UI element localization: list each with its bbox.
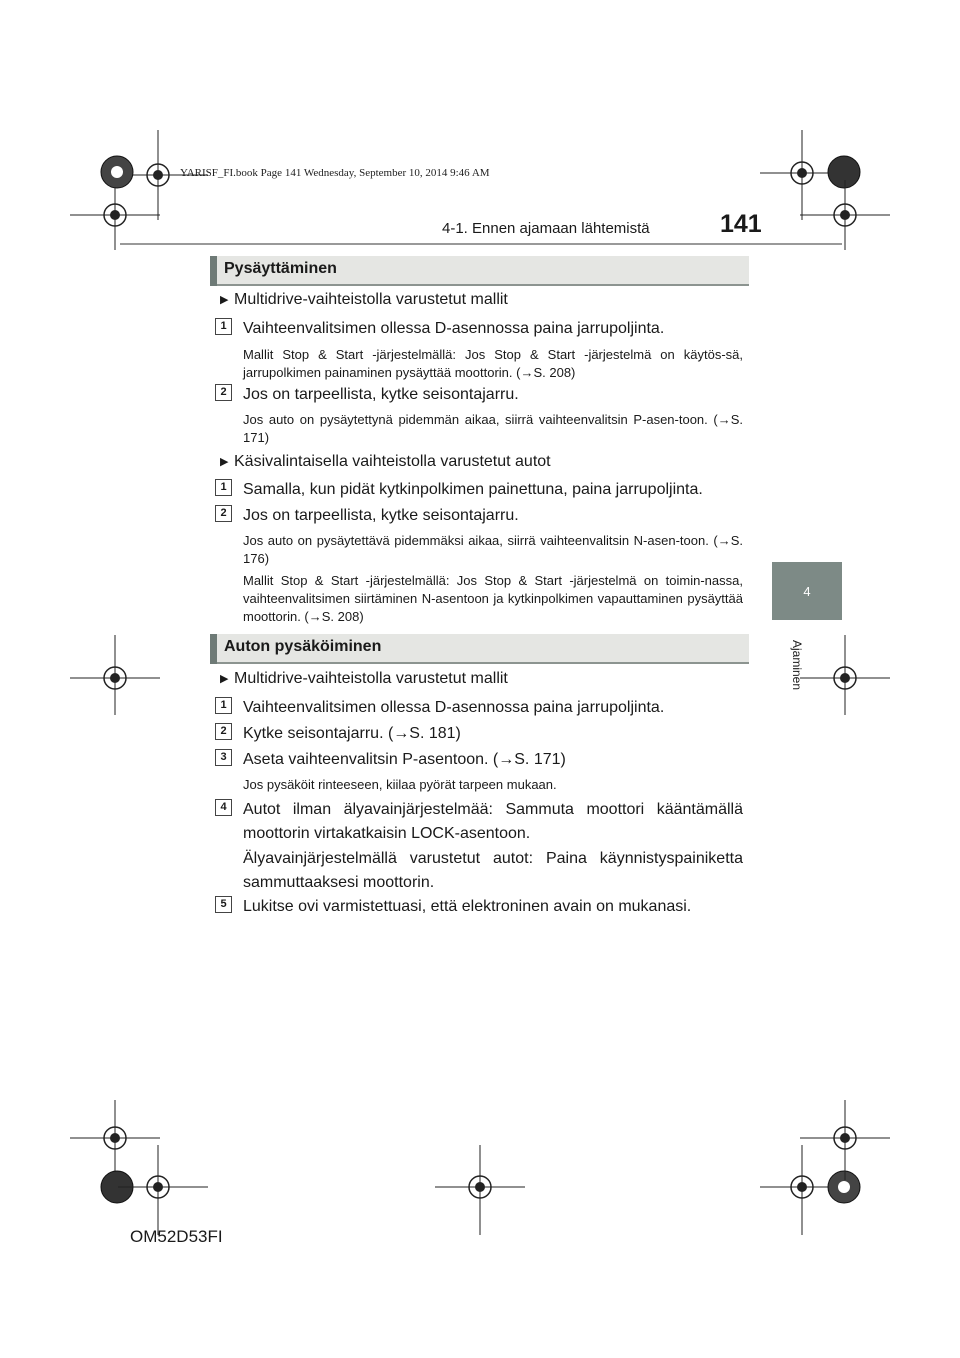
step-text: Samalla, kun pidät kytkinpolkimen painettuna, paina jarrupoljinta.: [243, 481, 703, 498]
registration-mark-mid-left: [70, 635, 160, 715]
step-text: Vaihteenvalitsimen ollessa D-asennossa paina jarrupoljinta.: [243, 699, 665, 716]
step-number: 3: [215, 749, 232, 766]
registration-mark-mid-right: [800, 635, 890, 715]
section-header-stopping: [210, 256, 749, 286]
step-number: 1: [215, 697, 232, 714]
chapter-number: 4: [803, 583, 811, 599]
chapter-label: Ajaminen: [790, 640, 804, 691]
step-number: 2: [215, 723, 232, 740]
step-note: Jos pysäköit rinteeseen, kiilaa pyörät tarpeen mukaan.: [243, 777, 557, 792]
step-text: Kytke seisontajarru. (→S. 181): [243, 725, 461, 742]
subheading: ▶ Multidrive-vaihteistolla varustetut mallit: [220, 670, 508, 687]
registration-mark-bottom-center: [435, 1145, 525, 1235]
step-text: Vaihteenvalitsimen ollessa D-asennossa paina jarrupoljinta.: [243, 320, 665, 337]
step-text: Jos on tarpeellista, kytke seisontajarru.: [243, 507, 519, 524]
book-stamp: YARISF_FI.book Page 141 Wednesday, September 10, 2014 9:46 AM: [180, 167, 490, 179]
step-number: 4: [215, 799, 232, 816]
sunburst-mark-top-left: [100, 155, 134, 189]
page-number: 141: [720, 210, 762, 238]
registration-mark-top-far-right: [800, 180, 890, 250]
triangle-bullet-icon: ▶: [220, 294, 229, 306]
chapter-tab: [772, 562, 842, 620]
step-note: Mallit Stop & Start -järjestelmällä: Jos Stop & Start -järjestelmä on käytös-sä, jarrupolkimen painaminen pysäyttää moottorin. (→S. 208): [243, 347, 743, 380]
triangle-bullet-icon: ▶: [220, 456, 229, 468]
step-text: Aseta vaihteenvalitsin P-asentoon. (→S. 171): [243, 751, 566, 768]
subheading: ▶ Käsivalintaisella vaihteistolla varustetut autot: [220, 453, 551, 470]
step-note: Jos auto on pysäytettynä pidemmän aikaa, siirrä vaihteenvalitsin P-asen-toon. (→S. 171): [243, 412, 743, 445]
registration-mark-bottom-left-inner: [118, 1145, 208, 1235]
step-note: Mallit Stop & Start -järjestelmällä: Jos Stop & Start -järjestelmä on toimin-nassa, vaihteenvalitsimen siirtäminen N-asentoon ja kytkinpolkimen vapauttaminen pysäyttää moottorin. (→S. 208): [243, 573, 743, 624]
step-number: 2: [215, 384, 232, 401]
header-rule: [120, 243, 842, 245]
triangle-bullet-icon: ▶: [220, 673, 229, 685]
step-extra-text: Älyavainjärjestelmällä varustetut autot: Paina käynnistyspainiketta sammuttaaksesi moottorin.: [243, 850, 743, 891]
step-number: 5: [215, 896, 232, 913]
subheading: ▶ Multidrive-vaihteistolla varustetut mallit: [220, 291, 508, 308]
footer-code: OM52D53FI: [130, 1227, 223, 1246]
step-number: 2: [215, 505, 232, 522]
section-title: 4-1. Ennen ajamaan lähtemistä: [442, 220, 650, 237]
section-header-label: Pysäyttäminen: [224, 260, 337, 277]
step-note: Jos auto on pysäytettävä pidemmäksi aikaa, siirrä vaihteenvalitsin N-asen-toon. (→S. 176): [243, 533, 743, 566]
step-text: Jos on tarpeellista, kytke seisontajarru.: [243, 386, 519, 403]
registration-mark-bottom-far-right: [800, 1100, 890, 1180]
section-header-parking: [210, 634, 749, 664]
step-number: 1: [215, 318, 232, 335]
step-number: 1: [215, 479, 232, 496]
step-text: Autot ilman älyavainjärjestelmää: Sammuta moottori kääntämällä moottorin virtakatkaisin LOCK-asentoon.: [243, 801, 743, 842]
step-text: Lukitse ovi varmistettuasi, että elektroninen avain on mukanasi.: [243, 898, 692, 915]
section-header-label: Auton pysäköiminen: [224, 638, 382, 655]
